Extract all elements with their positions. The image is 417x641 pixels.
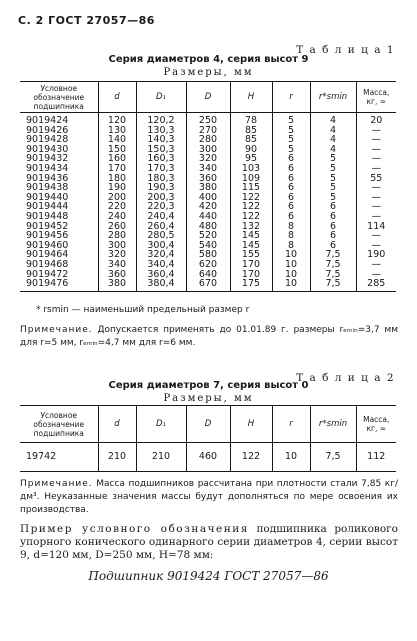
table-cell: 130: [98, 126, 136, 136]
table-cell: 6: [272, 193, 310, 203]
col-rsmin-header: r*smin: [310, 406, 356, 443]
table-cell: 340: [186, 164, 230, 174]
table-cell: 10: [272, 250, 310, 260]
note1: [20, 324, 398, 350]
table-cell: 9019436: [26, 172, 69, 184]
table-cell: 7,5: [310, 260, 356, 270]
table-cell: 115: [230, 183, 272, 193]
designation-example: Подшипник 9019424 ГОСТ 27057—86: [88, 569, 329, 583]
table-cell: 5: [272, 135, 310, 145]
table-cell: 140: [98, 135, 136, 145]
table-cell: 10: [272, 443, 310, 472]
table2-subtitle: Размеры, мм: [163, 393, 254, 404]
table-cell: 9019460: [26, 239, 69, 251]
table-cell: 280: [186, 135, 230, 145]
table-cell: 19742: [26, 451, 57, 463]
table2: [20, 405, 396, 472]
table-cell: 6: [310, 212, 356, 222]
col-r-header: r: [272, 82, 310, 113]
note2-text: Масса подшипников рассчитана при плотности стали 7,85 кг/дм³. Неуказанные значения массы будут дополняться по мере освоения их производства.: [20, 479, 398, 515]
table-cell: 122: [230, 443, 272, 472]
table-cell: 170: [230, 270, 272, 280]
table-cell: 120,2: [136, 113, 186, 126]
table-cell: 640: [186, 270, 230, 280]
table-cell: 9019452: [26, 220, 69, 232]
table-cell: 240,4: [136, 212, 186, 222]
table-cell: 320,4: [136, 250, 186, 260]
table-cell: 620: [186, 260, 230, 270]
table-cell: 4: [310, 113, 356, 126]
table-cell: 109: [230, 174, 272, 184]
col-D-header: D: [186, 406, 230, 443]
col-D-header: D: [186, 82, 230, 113]
table-cell: —: [356, 126, 396, 136]
table-cell: 9019448: [26, 210, 69, 222]
table-cell: 5: [310, 183, 356, 193]
table2-number: Т а б л и ц а 2: [296, 372, 395, 384]
col-designation-header: Условное обозначение подшипника: [33, 83, 85, 111]
table-cell: 8: [272, 231, 310, 241]
table-cell: 190,3: [136, 183, 186, 193]
table-cell: 6: [272, 164, 310, 174]
table-cell: —: [356, 212, 396, 222]
table-cell: 78: [230, 113, 272, 126]
table-cell: 145: [230, 231, 272, 241]
table-cell: 9019434: [26, 162, 69, 174]
table-cell: —: [356, 135, 396, 145]
table-cell: 190: [98, 183, 136, 193]
table-cell: 6: [272, 183, 310, 193]
table-cell: 380: [186, 183, 230, 193]
page-header: С. 2 ГОСТ 27057—86: [18, 14, 155, 27]
table-cell: 240: [98, 212, 136, 222]
table-cell: —: [356, 231, 396, 241]
table1-title: Серия диаметров 4, серия высот 9: [108, 54, 309, 65]
table-cell: 175: [230, 279, 272, 291]
table-cell: 320: [186, 154, 230, 164]
col-d1-header: D₁: [136, 406, 186, 443]
table-cell: 6: [272, 154, 310, 164]
table-cell: 380: [98, 279, 136, 291]
table-cell: 9019424: [26, 115, 69, 126]
table-cell: —: [356, 241, 396, 251]
table-cell: 5: [310, 164, 356, 174]
table-cell: 480: [186, 222, 230, 232]
table-cell: 122: [230, 193, 272, 203]
table-cell: 7,5: [310, 270, 356, 280]
table1-number: Т а б л и ц а 1: [296, 44, 395, 56]
table-cell: 285: [356, 279, 396, 291]
table-cell: 670: [186, 279, 230, 291]
table-cell: 6: [310, 202, 356, 212]
table-cell: 160,3: [136, 154, 186, 164]
table-cell: 9019456: [26, 230, 69, 242]
table-cell: 160: [98, 154, 136, 164]
table-cell: 112: [356, 443, 396, 472]
table-row: [20, 113, 396, 126]
table-cell: 5: [310, 174, 356, 184]
note1-label: Примечание.: [20, 325, 93, 335]
table1-header-row: [20, 82, 396, 113]
table-cell: 440: [186, 212, 230, 222]
table-cell: 10: [272, 260, 310, 270]
table-cell: 180,3: [136, 174, 186, 184]
table-cell: —: [356, 202, 396, 212]
table-cell: 140,3: [136, 135, 186, 145]
table1-body: [20, 113, 396, 292]
table-cell: 210: [136, 443, 186, 472]
table-cell: 6: [272, 212, 310, 222]
col-d1-header: D₁: [136, 82, 186, 113]
table-cell: 10: [272, 270, 310, 280]
table-cell: 210: [98, 443, 136, 472]
table-cell: 122: [230, 212, 272, 222]
table-cell: 520: [186, 231, 230, 241]
table-cell: —: [356, 154, 396, 164]
table-cell: 6: [310, 222, 356, 232]
table-cell: 7,5: [310, 279, 356, 291]
table-cell: 6: [310, 241, 356, 251]
table-cell: 150,3: [136, 145, 186, 155]
table-cell: 360: [98, 270, 136, 280]
table-cell: 580: [186, 250, 230, 260]
table-cell: 300: [186, 145, 230, 155]
table-cell: 7,5: [310, 250, 356, 260]
table-cell: 460: [186, 443, 230, 472]
example-lead: Пример условного обозначения: [20, 523, 249, 535]
table2-body: [20, 443, 396, 472]
table-cell: 200: [98, 193, 136, 203]
col-rsmin-header: r*smin: [310, 82, 356, 113]
footnote: * rsmin — наименьший предельный размер r: [36, 305, 250, 315]
table-cell: 340: [98, 260, 136, 270]
example-text: подшипника роликового упорного конического одинарного серии диаметров 4, серии высот 9, d=120 мм, D=250 мм, H=78 мм:: [20, 523, 398, 561]
table-cell: 9019430: [26, 143, 69, 155]
table-cell: 220: [98, 202, 136, 212]
note1-text: Допускается применять до 01.01.89 г. размеры rₑₘᵢₙ=3,7 мм для r=5 мм, rₑₘᵢₙ=4,7 мм для r=6 мм.: [20, 325, 398, 348]
table-cell: 9019476: [26, 278, 69, 290]
table-cell: 220,3: [136, 202, 186, 212]
table-row: [20, 279, 396, 291]
col-mass-header: Масса, кг, ≈: [356, 406, 396, 443]
table-cell: —: [356, 183, 396, 193]
table-cell: 170: [98, 164, 136, 174]
table-cell: 300,4: [136, 241, 186, 251]
table-cell: 9019432: [26, 153, 69, 165]
col-r-header: r: [272, 406, 310, 443]
table-cell: 114: [356, 222, 396, 232]
table-cell: 9019426: [26, 124, 69, 136]
table-cell: 360: [186, 174, 230, 184]
table2-title: Серия диаметров 7, серия высот 0: [108, 380, 309, 391]
table-cell: 360,4: [136, 270, 186, 280]
example-paragraph: [20, 523, 398, 562]
table-cell: 6: [272, 202, 310, 212]
table-cell: 5: [272, 126, 310, 136]
col-designation-header: Условное обозначение подшипника: [33, 410, 85, 438]
table-cell: 340,4: [136, 260, 186, 270]
table-cell: 380,4: [136, 279, 186, 291]
table-cell: 180: [98, 174, 136, 184]
table-cell: 4: [310, 126, 356, 136]
table-cell: 9019428: [26, 134, 69, 146]
table-cell: 6: [272, 174, 310, 184]
table-cell: 280,5: [136, 231, 186, 241]
table-cell: 130,3: [136, 126, 186, 136]
table-cell: 5: [272, 113, 310, 126]
table-cell: 103: [230, 164, 272, 174]
table-cell: —: [356, 270, 396, 280]
table-cell: 420: [186, 202, 230, 212]
table-cell: 85: [230, 135, 272, 145]
table-cell: 145: [230, 241, 272, 251]
table-cell: —: [356, 193, 396, 203]
table-cell: 55: [356, 174, 396, 184]
table-cell: 9019468: [26, 258, 69, 270]
table-cell: 5: [310, 154, 356, 164]
table1-subtitle: Размеры, мм: [163, 67, 254, 78]
table-cell: 9019438: [26, 182, 69, 194]
table-cell: 190: [356, 250, 396, 260]
table-cell: 120: [98, 113, 136, 126]
table-cell: 260: [98, 222, 136, 232]
table1: [20, 81, 396, 292]
table-cell: —: [356, 260, 396, 270]
table-cell: 6: [310, 231, 356, 241]
table-cell: 280: [98, 231, 136, 241]
table-cell: 90: [230, 145, 272, 155]
table-cell: 155: [230, 250, 272, 260]
table-cell: 4: [310, 145, 356, 155]
table-cell: 250: [186, 113, 230, 126]
table-cell: 260,4: [136, 222, 186, 232]
table-cell: 95: [230, 154, 272, 164]
table-cell: 8: [272, 241, 310, 251]
table-cell: 9019464: [26, 249, 69, 261]
table2-header-row: [20, 406, 396, 443]
table-cell: 10: [272, 279, 310, 291]
table-cell: 5: [272, 145, 310, 155]
table-cell: 300: [98, 241, 136, 251]
col-mass-header: Масса, кг, ≈: [356, 82, 396, 113]
table-cell: 150: [98, 145, 136, 155]
table-cell: 8: [272, 222, 310, 232]
col-d-header: d: [98, 82, 136, 113]
table-cell: 9019472: [26, 268, 69, 280]
table-cell: 200,3: [136, 193, 186, 203]
table-cell: 7,5: [310, 443, 356, 472]
note2: [20, 478, 398, 517]
table-cell: 400: [186, 193, 230, 203]
col-H-header: H: [230, 406, 272, 443]
table-cell: 4: [310, 135, 356, 145]
table-cell: 540: [186, 241, 230, 251]
note2-label: Примечание.: [20, 479, 93, 489]
table-cell: —: [356, 145, 396, 155]
table-row: [20, 443, 396, 472]
table-cell: 9019440: [26, 191, 69, 203]
table-cell: 9019444: [26, 201, 69, 213]
table-cell: —: [356, 164, 396, 174]
table-cell: 122: [230, 202, 272, 212]
col-d-header: d: [98, 406, 136, 443]
table-cell: 270: [186, 126, 230, 136]
table-cell: 320: [98, 250, 136, 260]
table-cell: 5: [310, 193, 356, 203]
table-cell: 170,3: [136, 164, 186, 174]
table-cell: 132: [230, 222, 272, 232]
table-cell: 20: [356, 113, 396, 126]
col-H-header: H: [230, 82, 272, 113]
table-cell: 85: [230, 126, 272, 136]
table-cell: 170: [230, 260, 272, 270]
